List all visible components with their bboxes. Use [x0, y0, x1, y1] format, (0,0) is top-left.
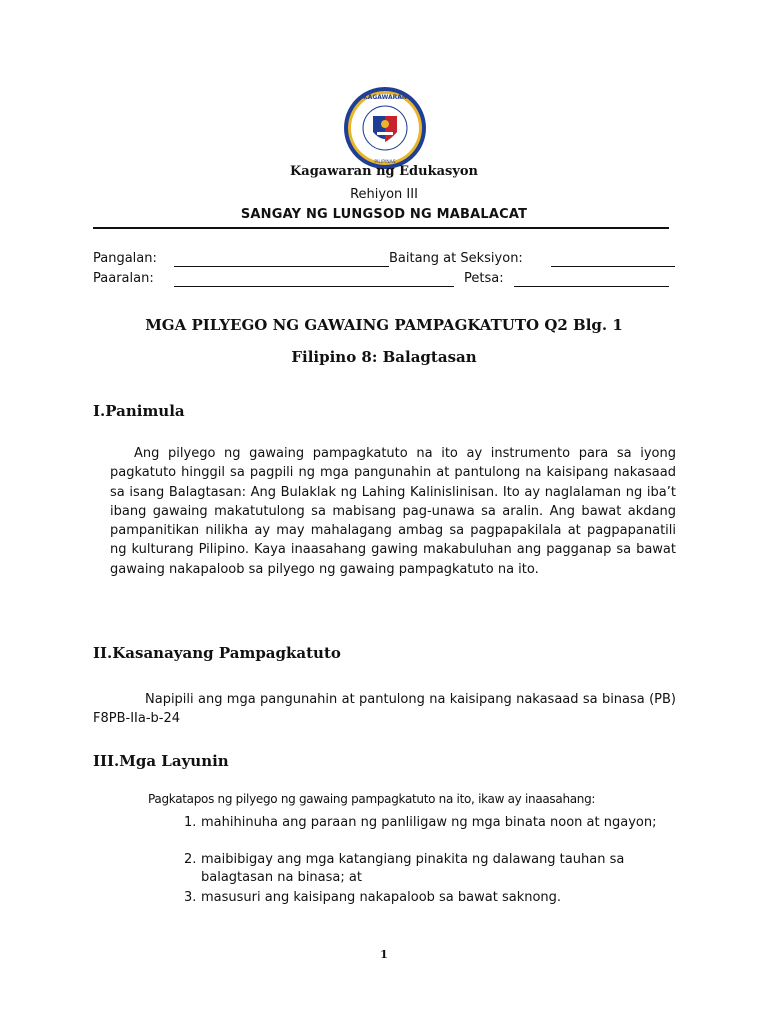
objective-item [184, 851, 684, 887]
agency-name: Kagawaran ng Edukasyon [289, 164, 479, 179]
deped-seal-logo [343, 86, 427, 170]
date-label: Petsa: [464, 271, 504, 286]
grade-section-blank-line[interactable] [551, 266, 675, 267]
objective-item [184, 814, 684, 832]
worksheet-title: MGA PILYEGO NG GAWAING PAMPAGKATUTO Q2 Blg. 1 [145, 316, 623, 334]
section-heading-layunin: III.Mga Layunin [93, 752, 229, 770]
objective-item [184, 889, 684, 907]
school-field[interactable] [93, 271, 463, 289]
objective-text: masusuri ang kaisipang nakapaloob sa bawat saknong. [201, 890, 562, 905]
grade-section-label: Baitang at Seksiyon: [389, 251, 523, 266]
objective-text: maibibigay ang mga katangiang pinakita ng dalawang tauhan sa balagtasan na binasa; at [201, 852, 625, 885]
name-blank-line[interactable] [174, 266, 389, 267]
division-name: SANGAY NG LUNGSOD NG MABALACAT [240, 207, 528, 222]
school-blank-line[interactable] [174, 286, 454, 287]
school-label: Paaralan: [93, 271, 154, 286]
section-heading-kasanayan: II.Kasanayang Pampagkatuto [93, 644, 341, 662]
objective-number: 2. [184, 852, 197, 867]
page-number: 1 [380, 948, 388, 961]
grade-section-field[interactable] [389, 251, 679, 269]
date-blank-line[interactable] [514, 286, 669, 287]
svg-text:PILIPINAS: PILIPINAS [374, 160, 396, 165]
name-label: Pangalan: [93, 251, 157, 266]
objective-text: mahihinuha ang paraan ng panliligaw ng mga binata noon at ngayon; [201, 815, 657, 830]
date-field[interactable] [464, 271, 674, 289]
name-field[interactable] [93, 251, 393, 269]
header-divider [93, 227, 669, 229]
section-heading-panimula: I.Panimula [93, 402, 185, 420]
objective-number: 3. [184, 890, 197, 905]
kasanayan-paragraph: Napipili ang mga pangunahin at pantulong na kaisipang nakasaad sa binasa (PB) F8PB-IIa-b-24 [93, 692, 676, 726]
layunin-intro: Pagkatapos ng pilyego ng gawaing pampagkatuto na ito, ikaw ay inaasahang: [148, 792, 596, 806]
objective-number: 1. [184, 815, 197, 830]
region-name: Rehiyon III [350, 187, 418, 202]
worksheet-subtitle: Filipino 8: Balagtasan [291, 348, 477, 366]
panimula-paragraph: Ang pilyego ng gawaing pampagkatuto na ito ay instrumento para sa iyong pagkatuto hinggil sa pagpili ng mga pangunahin at pantulong na kaisipang nakasaad sa isang Balagtasan: Ang Bulaklak ng Lahing Kalinislinisan. Ito ay naglalaman ng iba’t ibang gawaing makatutulong sa mabisang pag-unawa sa aralin. Ang bawat akdang pampanitikan nilikha ay may mahalagang ambag sa pagpapakilala at pagpapanatili ng kulturang Pilipino. Kaya inaasahang gawing makabuluhan ang pagganap sa bawat gawaing nakapaloob sa pilyego ng gawaing pampagkatuto na ito. [110, 446, 676, 577]
svg-text:KAGAWARAN: KAGAWARAN [363, 94, 407, 101]
